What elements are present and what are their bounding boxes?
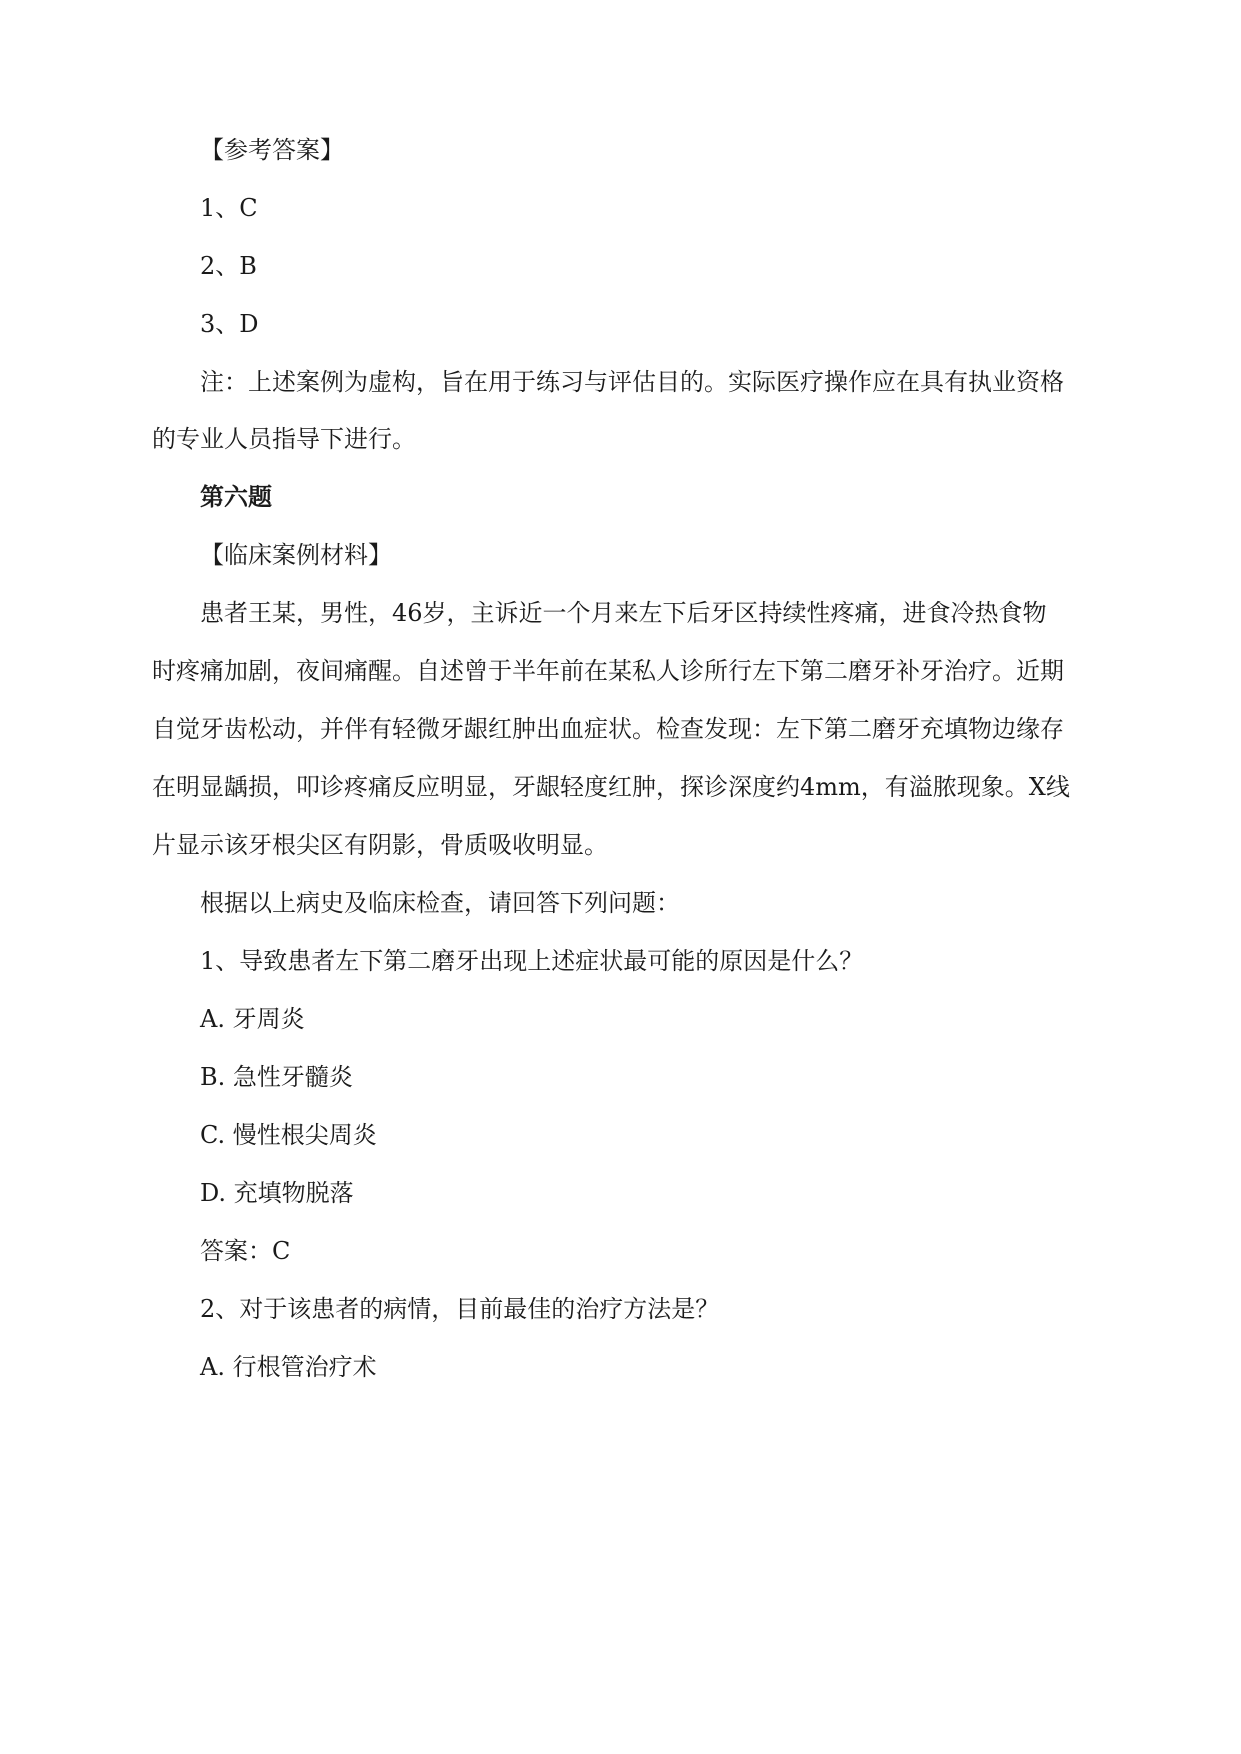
- instruction-text: 根据以上病史及临床检查，请回答下列问题：: [200, 889, 680, 917]
- q1-answer: 答案：C: [200, 1237, 291, 1265]
- question-6-title: 第六题: [200, 482, 272, 511]
- answer-item-2: 2、B: [200, 252, 257, 280]
- case-line-2: 时疼痛加剧，夜间痛醒。自述曾于半年前在某私人诊所行左下第二磨牙补牙治疗。近期: [152, 657, 1064, 685]
- question-2-stem: 2、对于该患者的病情，目前最佳的治疗方法是？: [200, 1295, 720, 1323]
- q1-option-b: B. 急性牙髓炎: [200, 1063, 353, 1091]
- q1-option-c: C. 慢性根尖周炎: [200, 1121, 377, 1149]
- q1-option-d: D. 充填物脱落: [200, 1179, 354, 1207]
- q1-option-a: A. 牙周炎: [200, 1005, 305, 1033]
- note-line-1: 注：上述案例为虚构，旨在用于练习与评估目的。实际医疗操作应在具有执业资格: [200, 368, 1064, 396]
- note-line-2: 的专业人员指导下进行。: [152, 425, 416, 453]
- material-heading: 【临床案例材料】: [200, 541, 392, 569]
- answer-item-1: 1、C: [200, 194, 258, 222]
- case-line-5: 片显示该牙根尖区有阴影，骨质吸收明显。: [152, 831, 608, 859]
- case-line-3: 自觉牙齿松动，并伴有轻微牙龈红肿出血症状。检查发现：左下第二磨牙充填物边缘存: [152, 715, 1064, 743]
- answer-item-3: 3、D: [200, 310, 259, 338]
- q2-option-a: A. 行根管治疗术: [200, 1353, 377, 1381]
- answers-heading: 【参考答案】: [200, 136, 344, 164]
- case-line-1: 患者王某，男性，46岁，主诉近一个月来左下后牙区持续性疼痛，进食冷热食物: [200, 599, 1047, 627]
- question-1-stem: 1、导致患者左下第二磨牙出现上述症状最可能的原因是什么？: [200, 947, 864, 975]
- case-line-4: 在明显龋损，叩诊疼痛反应明显，牙龈轻度红肿，探诊深度约4mm，有溢脓现象。X线: [152, 773, 1070, 801]
